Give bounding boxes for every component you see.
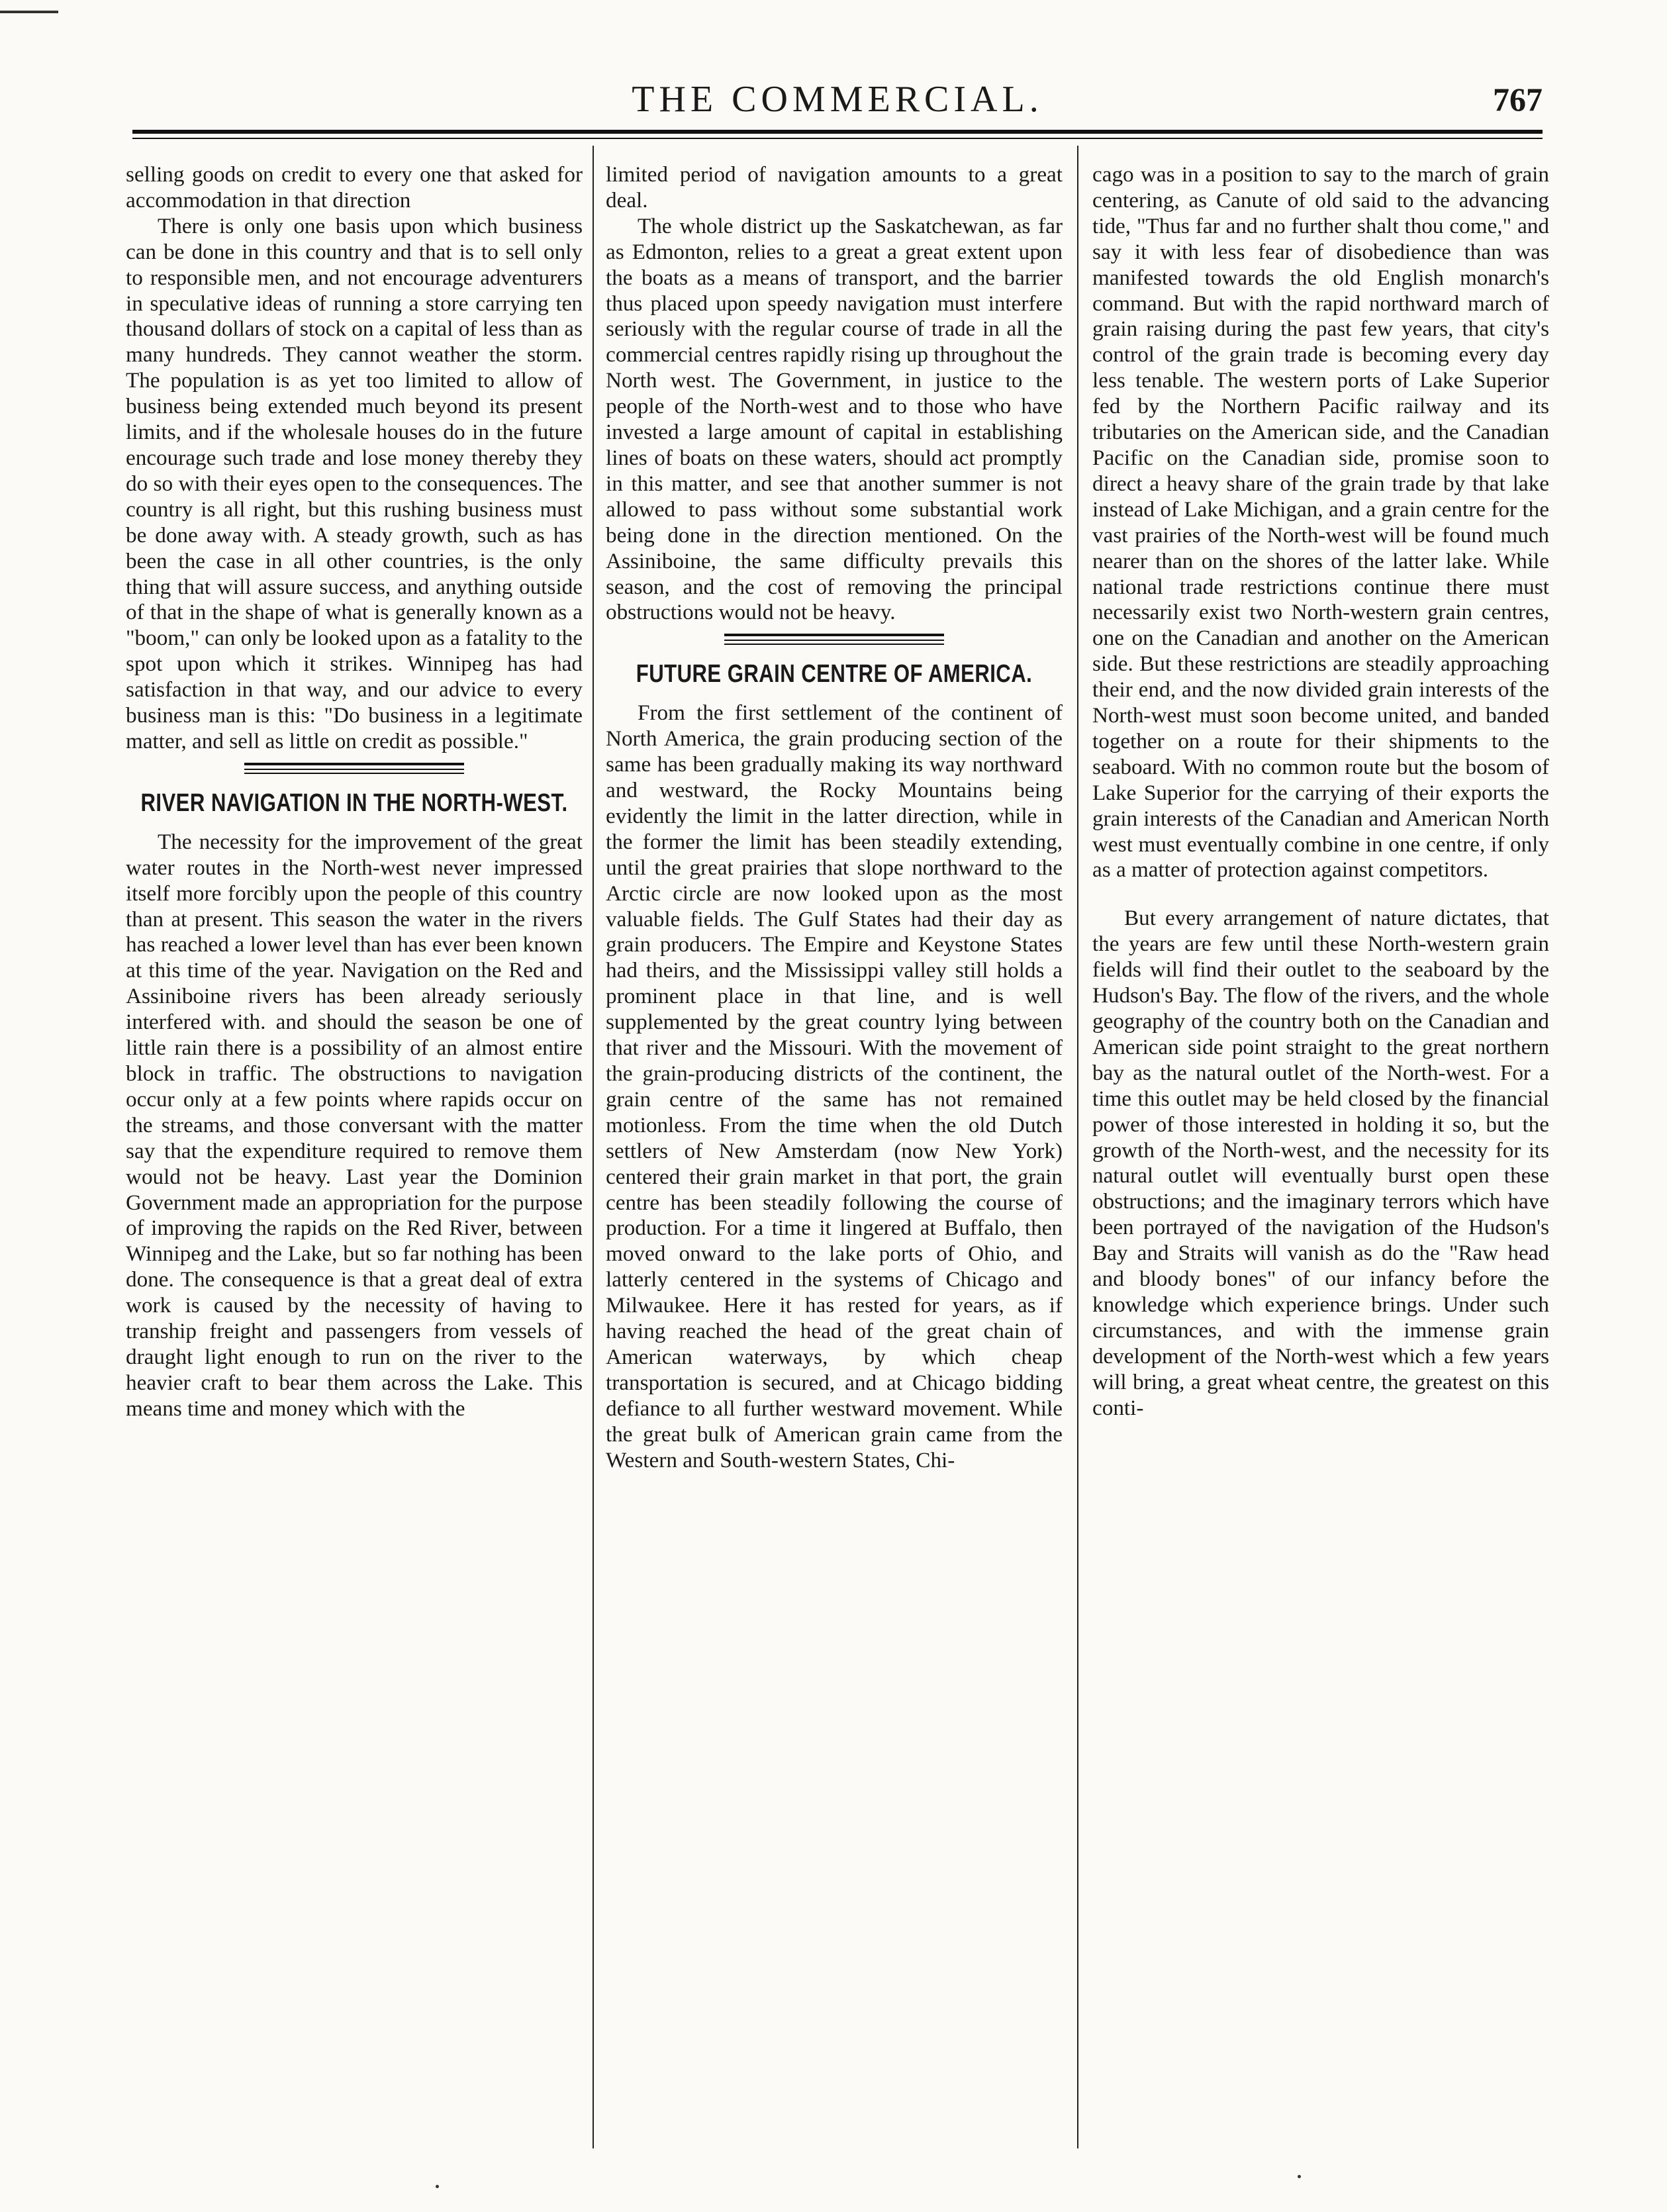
column-3 bbox=[1092, 162, 1549, 2142]
section-separator bbox=[724, 634, 943, 645]
article-paragraph: selling goods on credit to every one that asked for accommodation in that direction bbox=[126, 162, 583, 213]
masthead: THE COMMERCIAL. bbox=[632, 79, 1043, 120]
print-speck bbox=[1298, 2175, 1301, 2178]
column-divider bbox=[1077, 146, 1078, 2148]
scan-corner-mark bbox=[0, 11, 58, 13]
page-header bbox=[132, 73, 1543, 126]
column-divider bbox=[593, 146, 594, 2148]
column-2 bbox=[606, 162, 1063, 2142]
column-1 bbox=[126, 162, 583, 2142]
article-paragraph: There is only one basis upon which business can be done in this country and that is to sell only to responsible men, and not encourage adventurers in speculative ideas of running a store carrying ten thousand dollars of stock on a capital of less than as many hundreds. They cannot weather the storm. The population is as yet too limited to allow of business being extended much beyond its present limits, and if the wholesale houses do in the future encourage such trade and lose money thereby they do so with their eyes open to the consequences. The country is all right, but this rushing business must be done away with. A steady growth, such as has been the case in all other countries, is the only thing that will assure success, and anything outside of that in the shape of what is generally known as a "boom," can only be looked upon as a fatality to the spot upon which it strikes. Winnipeg has had satisfaction in that way, and our advice to every business man is this: "Do business in a legitimate matter, and sell as little on credit as possible." bbox=[126, 213, 583, 753]
article-paragraph: The whole district up the Saskatchewan, as far as Edmonton, relies to a great a great extent upon the boats as a means of transport, and the barrier thus placed upon speedy navigation must interfere seriously with the regular course of trade in all the commercial centres rapidly rising up throughout the North west. The Government, in justice to the people of the North-west and to those who have invested a large amount of capital in establishing lines of boats on these waters, should act promptly in this matter, and see that another summer is not allowed to pass without some substantial work being done in the direction mentioned. On the Assiniboine, the same difficulty prevails this season, and the cost of removing the principal obstructions would not be heavy. bbox=[606, 213, 1063, 625]
article-paragraph: cago was in a position to say to the march of grain centering, as Canute of old said to the advancing tide, "Thus far and no further shalt thou come," and say it with less fear of disobedience than was manifested towards the old English monarch's command. But with the rapid northward march of grain raising during the past few years, that city's control of the grain trade is becoming every day less tenable. The western ports of Lake Superior fed by the Northern Pacific railway and its tributaries on the American side, and the Canadian Pacific on the Canadian side, promise soon to direct a heavy share of the grain trade by that lake instead of Lake Michigan, and a grain centre for the vast prairies of the North-west will be found much nearer than on the shores of the latter lake. While national trade restrictions continue there must necessarily exist two North-western grain centres, one on the Canadian and another on the American side. But these restrictions are steadily approaching their end, and the now divided grain interests of the North-west must soon become united, and banded together on a route for their shipments to the seaboard. With no common route but the bosom of Lake Superior for the carrying of their exports the grain interests of the Canadian and American North west must eventually combine in one centre, if only as a matter of protection against competitors. bbox=[1092, 162, 1549, 883]
page-number: 767 bbox=[1493, 81, 1543, 118]
article-paragraph: But every arrangement of nature dictates, that the years are few until these North-western grain fields will find their outlet to the seaboard by the Hudson's Bay. The flow of the rivers, and the whole geography of the country both on the Canadian and American side point straight to the great northern bay as the natural outlet of the North-west. For a time this outlet may be held closed by the financial power of those interested in holding it so, but the growth of the North-west, and the necessity for its natural outlet will eventually burst open these obstructions; and the imaginary terrors which have been portrayed of the navigation of the Hudson's Bay and Straits will vanish as do the "Raw head and bloody bones" of our infancy before the knowledge which experience brings. Under such circumstances, and with the immense grain development of the North-west which a few years will bring, a great wheat centre, the greatest on this conti- bbox=[1092, 906, 1549, 1420]
article-paragraph: From the first settlement of the continent of North America, the grain producing section of the same has been gradually making its way northward and westward, the Rocky Mountains being evidently the limit in the latter direction, while in the former the limit has been steadily extending, until the great prairies that slope northward to the Arctic circle are now looked upon as the most valuable fields. The Gulf States had their day as grain producers. The Empire and Keystone States had theirs, and the Mississippi valley still holds a prominent place in that line, and is well supplemented by the great country lying between that river and the Missouri. With the movement of the grain-producing districts of the continent, the grain centre of the same has not remained motionless. From the time when the old Dutch settlers of New Amsterdam (now New York) centered their grain market in that port, the grain centre has been steadily following the course of production. For a time it lingered at Buffalo, then moved onward to the lake ports of Ohio, and latterly centered in the systems of Chicago and Milwaukee. Here it has rested for years, as if having reached the head of the great chain of American waterways, by which cheap transportation is secured, and at Chicago bidding defiance to all further westward movement. While the great bulk of American grain came from the Western and South-western States, Chi- bbox=[606, 700, 1063, 1472]
article-headline: FUTURE GRAIN CENTRE OF AMERICA. bbox=[636, 660, 1033, 689]
section-separator bbox=[244, 763, 463, 774]
header-rule-thick bbox=[132, 130, 1543, 134]
article-paragraph: limited period of navigation amounts to a great deal. bbox=[606, 162, 1063, 213]
article-headline: RIVER NAVIGATION IN THE NORTH-WEST. bbox=[140, 789, 568, 817]
header-rule-thin bbox=[132, 138, 1543, 139]
article-paragraph: The necessity for the improvement of the great water routes in the North-west never impressed itself more forcibly upon the people of this country than at present. This season the water in the rivers has reached a lower level than has ever been known at this time of the year. Navigation on the Red and Assiniboine rivers has been already seriously interfered with. and should the season be one of little rain there is a possibility of an almost entire block in traffic. The obstructions to navigation occur only at a few points where rapids occur on the streams, and those conversant with the matter say that the expenditure required to remove them would not be heavy. Last year the Dominion Government made an appropriation for the purpose of improving the rapids on the Red River, between Winnipeg and the Lake, but so far nothing has been done. The consequence is that a great deal of extra work is caused by the necessity of having to tranship freight and passengers from vessels of draught light enough to run on the river to the heavier craft to bear them across the Lake. This means time and money which with the bbox=[126, 829, 583, 1421]
print-speck bbox=[436, 2185, 439, 2188]
